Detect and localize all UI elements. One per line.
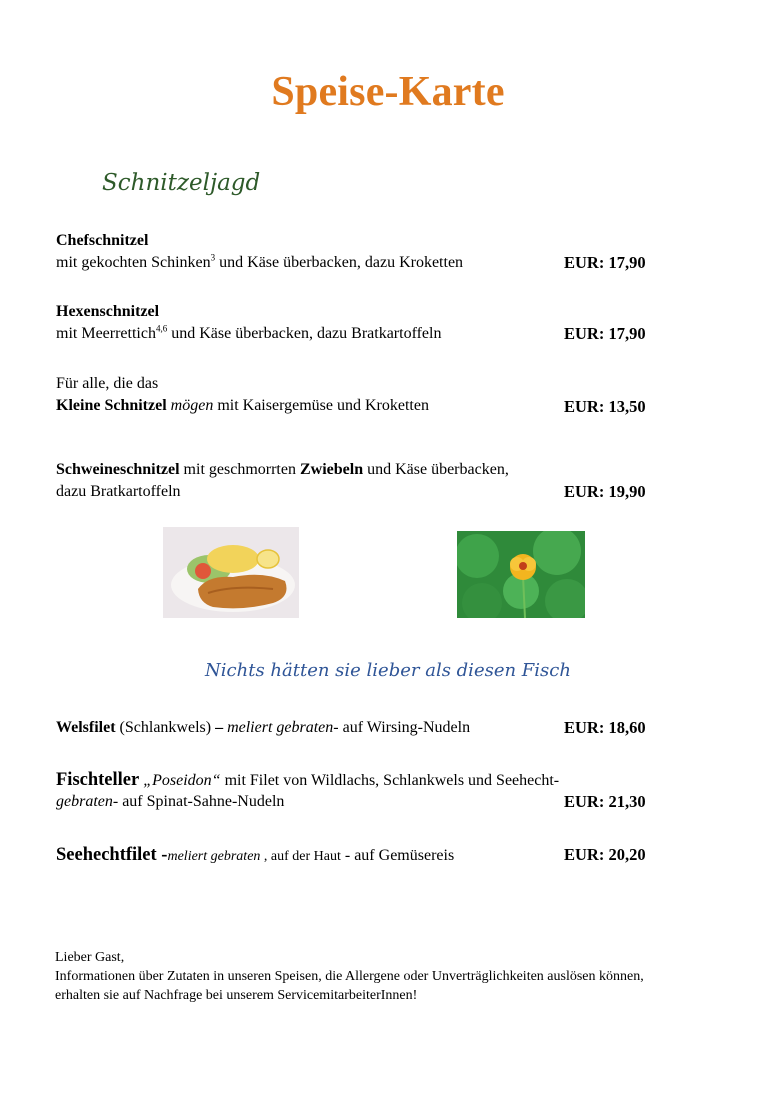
item-name-hexenschnitzel: Hexenschnitzel [56, 303, 160, 320]
item-desc-welsfilet [56, 719, 470, 737]
notice-line-1: Informationen über Zutaten in unseren Speisen, die Allergene oder Unverträglichkeiten auslösen können, [55, 969, 644, 984]
nasturtium-flower-photo [457, 531, 585, 618]
item-name-kleine-schnitzel: Kleine Schnitzel [56, 397, 167, 414]
schnitzel-plate-photo [163, 527, 299, 618]
desc-italic: „Poseidon“ [139, 772, 221, 789]
desc-italic: meliert gebraten [167, 849, 261, 864]
desc-text: und Käse überbacken, dazu Bratkartoffeln [167, 325, 442, 342]
section-heading-fisch: Nichts hätten sie lieber als diesen Fisch [205, 660, 571, 681]
desc-text: und Käse überbacken, [363, 461, 509, 478]
item-desc-kleine-schnitzel [56, 397, 429, 415]
desc-text: und Käse überbacken, dazu Kroketten [215, 254, 464, 271]
notice-greeting: Lieber Gast, [55, 950, 125, 965]
allergen-sup: 3 [210, 252, 216, 263]
item-name-fischteller: Fischteller [56, 770, 140, 790]
item-intro-kleine-schnitzel: Für alle, die das [56, 375, 159, 392]
item-price-schweineschnitzel: EUR: 19,90 [564, 482, 646, 501]
desc-italic: gebraten [56, 793, 113, 810]
allergen-sup: 4,6 [155, 323, 168, 334]
desc-italic: mögen [166, 397, 214, 414]
item-desc2-schweineschnitzel: dazu Bratkartoffeln [56, 483, 181, 500]
item-desc-chefschnitzel [56, 254, 463, 272]
allergen-notice [55, 948, 644, 1005]
item-price-fischteller: EUR: 21,30 [564, 792, 646, 811]
item-price-hexenschnitzel: EUR: 17,90 [564, 324, 646, 343]
desc-text: - auf Spinat-Sahne-Nudeln [112, 793, 285, 810]
item-name-welsfilet: Welsfilet [56, 719, 116, 736]
item-price-kleine-schnitzel: EUR: 13,50 [564, 397, 646, 416]
item-desc-seehechtfilet [56, 845, 454, 866]
desc-text: (Schlankwels) [115, 719, 216, 736]
desc-text: mit Kaisergemüse und Kroketten [213, 397, 429, 414]
desc-text: mit Filet von Wildlachs, Schlankwels und Seehecht- [220, 772, 560, 789]
desc-text: mit geschmorrten [179, 461, 300, 478]
desc-text: - auf Wirsing-Nudeln [333, 719, 471, 736]
item-desc-fischteller [56, 770, 559, 791]
item-price-welsfilet: EUR: 18,60 [564, 718, 646, 737]
page-title: Speise-Karte [271, 69, 505, 115]
item-price-chefschnitzel: EUR: 17,90 [564, 253, 646, 272]
item-desc2-fischteller [56, 793, 284, 811]
desc-text: - auf Gemüsereis [340, 847, 455, 864]
item-desc-hexenschnitzel [56, 325, 441, 343]
item-name-seehechtfilet: Seehechtfilet - [56, 845, 168, 865]
desc-text: mit Meerrettich [56, 325, 156, 342]
desc-italic: meliert gebraten [223, 719, 334, 736]
item-desc-schweineschnitzel [56, 461, 509, 479]
desc-dash: – [215, 719, 224, 736]
desc-text: , auf der Haut [260, 849, 341, 864]
item-name-schweineschnitzel: Schweineschnitzel [56, 461, 180, 478]
notice-line-2: erhalten sie auf Nachfrage bei unserem ServicemitarbeiterInnen! [55, 988, 418, 1003]
desc-bold: Zwiebeln [299, 461, 364, 478]
item-price-seehechtfilet: EUR: 20,20 [564, 845, 646, 864]
item-name-chefschnitzel: Chefschnitzel [56, 232, 149, 249]
desc-text: mit gekochten Schinken [56, 254, 211, 271]
section-heading-schnitzeljagd: Schnitzeljagd [102, 170, 261, 196]
